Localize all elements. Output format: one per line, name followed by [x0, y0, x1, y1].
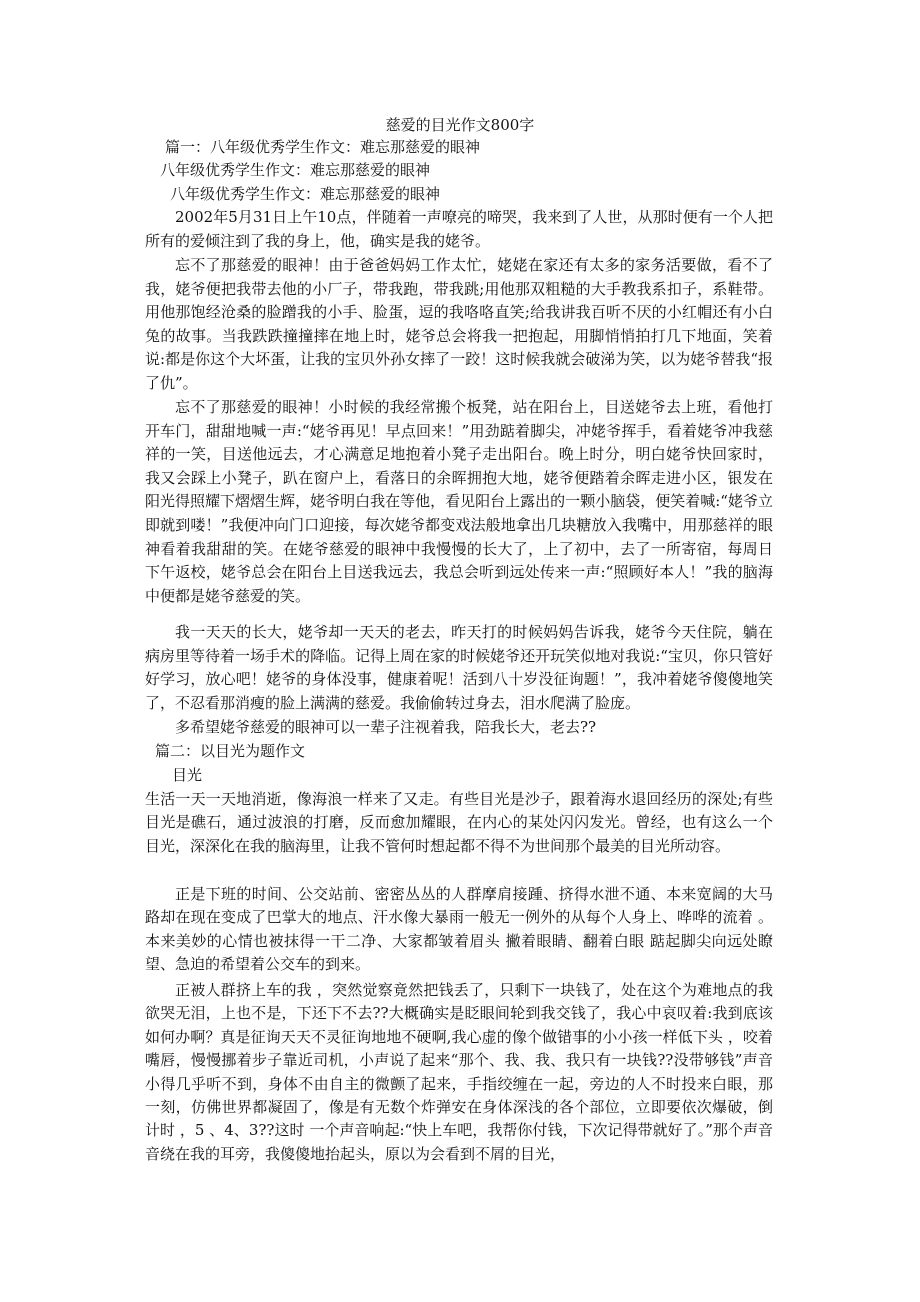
- article1-subheading-repeat: 八年级优秀学生作文：难忘那慈爱的眼神: [170, 185, 441, 203]
- article2-subheading: 目光: [172, 766, 203, 784]
- article1-paragraph-3: 忘不了那慈爱的眼神！小时候的我经常搬个板凳，站在阳台上，目送姥爷去上班，看他打开车门，甜甜地喊一声:“姥爷再见！早点回来！”用劲踮着脚尖，冲姥爷挥手，看着姥爷冲我慈祥的一笑，目送他远去，才心满意足地抱着小凳子走出阳台。晚上时分，明白姥爷快回家时，我又会踩上小凳子，趴在窗户上，看落日的余晖拥抱大地，姥爷便踏着余晖走进小区，银发在阳光得照耀下熠熠生辉，姥爷明白我在等他，看见阳台上露出的一颗小脑袋，便笑着喊:“姥爷立即就到喽！”我便冲向门口迎接，每次姥爷都变戏法般地拿出几块糖放入我嘴中，用那慈祥的眼神看着我甜甜的笑。在姥爷慈爱的眼神中我慢慢的长大了，上了初中，去了一所寄宿，每周日下午返校，姥爷总会在阳台上目送我远去，我总会听到远处传来一声:“照顾好本人！”我的脑海中便都是姥爷慈爱的笑。: [145, 398, 773, 605]
- document-title: 慈爱的目光作文800字: [385, 116, 535, 134]
- article2-paragraph-3: 正被人群挤上车的我 ，突然觉察竟然把钱丢了，只剩下一块钱了，处在这个为难地点的我欲哭无泪，上也不是，下还下不去??大概确实是眨眼间轮到我交钱了，我心中哀叹着:我到底该如何办啊？真是征询天天不灵征询地地不硬啊,我心虚的像个做错事的小小孩一样低下头 ，咬着嘴唇，慢慢挪着步子靠近司机，小声说了起来“那个、我、我、我只有一块钱??没带够钱”声音小得几乎听不到，身体不由自主的微颤了起来，手指绞缠在一起，旁边的人不时投来白眼，那一刻，仿佛世界都凝固了，像是有无数个炸弹安在身体深浅的各个部位，立即要依次爆破，倒计时 ，5 、4、3??这时 一个声音响起:“快上车吧，我帮你付钱，下次记得带就好了。”那个声音音绕在我的耳旁，我傻傻地抬起头，原以为会看到不屑的目光，: [145, 981, 773, 1163]
- article1-subheading: 八年级优秀学生作文：难忘那慈爱的眼神: [160, 161, 431, 179]
- article1-paragraph-1: 2002年5月31日上午10点，伴随着一声嘹亮的啼哭，我来到了人世，从那时便有一个人把所有的爱倾注到了我的身上，他，确实是我的姥爷。: [145, 208, 773, 250]
- article1-paragraph-4: 我一天天的长大，姥爷却一天天的老去，昨天打的时候妈妈告诉我，姥爷今天住院，躺在病房里等待着一场手术的降临。记得上周在家的时候姥爷还开玩笑似地对我说:“宝贝，你只管好好学习，放心吧！姥爷的身体没事，健康着呢！活到八十岁没征询题！”，我冲着姥爷傻傻地笑了，不忍看那消瘦的脸上满满的慈爱。我偷偷转过身去，泪水爬满了脸庞。: [145, 623, 773, 712]
- article2-paragraph-2: 正是下班的时间、公交站前、密密丛丛的人群摩肩接踵、挤得水泄不通、本来宽阔的大马路却在现在变成了巴掌大的地点、汗水像大暴雨一般无一例外的从每个人身上、哗哗的流着 。本来美妙的心情也被抹得一干二净、大家都皱着眉头 撇着眼睛、翻着白眼 踮起脚尖向远处瞭望、急迫的希望着公交车的到来。: [145, 885, 773, 974]
- article2-paragraph-1: 生活一天一天地消逝，像海浪一样来了又走。有些目光是沙子，跟着海水退回经历的深处;有些目光是礁石，通过波浪的打磨，反而愈加耀眼，在内心的某处闪闪发光。曾经，也有这么一个目光，深深化在我的脑海里，让我不管何时想起都不得不为世间那个最美的目光所动容。: [145, 790, 773, 855]
- article1-heading: 篇一：八年级优秀学生作文：难忘那慈爱的眼神: [165, 138, 481, 156]
- article1-paragraph-2: 忘不了那慈爱的眼神！由于爸爸妈妈工作太忙，姥姥在家还有太多的家务活要做，看不了我，姥爷便把我带去他的小厂子，带我跑，带我跳;用他那双粗糙的大手教我系扣子，系鞋带。用他那饱经沧桑的脸蹭我的小手、脸蛋，逗的我咯咯直笑;给我讲我百听不厌的小红帽还有小白兔的故事。当我跌跌撞撞摔在地上时，姥爷总会将我一把抱起，用脚悄悄拍打几下地面，笑着说:都是你这个大坏蛋，让我的宝贝外孙女摔了一跤！这时候我就会破涕为笑，以为姥爷替我“报了仇”。: [145, 256, 773, 392]
- article2-heading: 篇二：以目光为题作文: [155, 742, 306, 760]
- article1-paragraph-5: 多希望姥爷慈爱的眼神可以一辈子注视着我，陪我长大，老去??: [175, 718, 597, 736]
